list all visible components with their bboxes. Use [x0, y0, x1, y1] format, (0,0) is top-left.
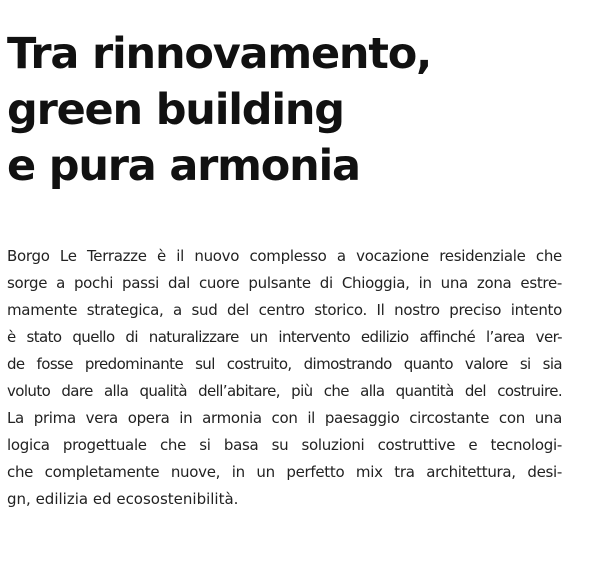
title-line-1: Tra rinnovamento,	[7, 29, 432, 79]
title-line-3: e pura armonia	[7, 141, 360, 191]
title-line-2: green building	[7, 85, 344, 135]
body-line-2: sorge a pochi passi dal cuore pulsante di Chioggia, in una zona estre-	[7, 274, 562, 292]
body-line-5: de fosse predominante sul costruito, dimostrando quanto valore si sia	[7, 355, 562, 373]
body-line-10: gn, edilizia ed ecosostenibilità.	[7, 490, 239, 508]
body-line-8: logica progettuale che si basa su soluzioni costruttive e tecnologi-	[7, 436, 562, 454]
body-line-1: Borgo Le Terrazze è il nuovo complesso a vocazione residenziale che	[7, 247, 562, 265]
body-line-7: La prima vera opera in armonia con il paesaggio circostante con una	[7, 409, 562, 427]
page-title	[7, 26, 431, 194]
body-line-3: mamente strategica, a sud del centro storico. Il nostro preciso intento	[7, 301, 562, 319]
body-line-9: che completamente nuove, in un perfetto mix tra architettura, desi-	[7, 463, 562, 481]
body-paragraph	[7, 243, 562, 513]
body-line-6: voluto dare alla qualità dell’abitare, più che alla quantità del costruire.	[7, 382, 562, 400]
body-line-4: è stato quello di naturalizzare un intervento edilizio affinché l’area ver-	[7, 328, 562, 346]
